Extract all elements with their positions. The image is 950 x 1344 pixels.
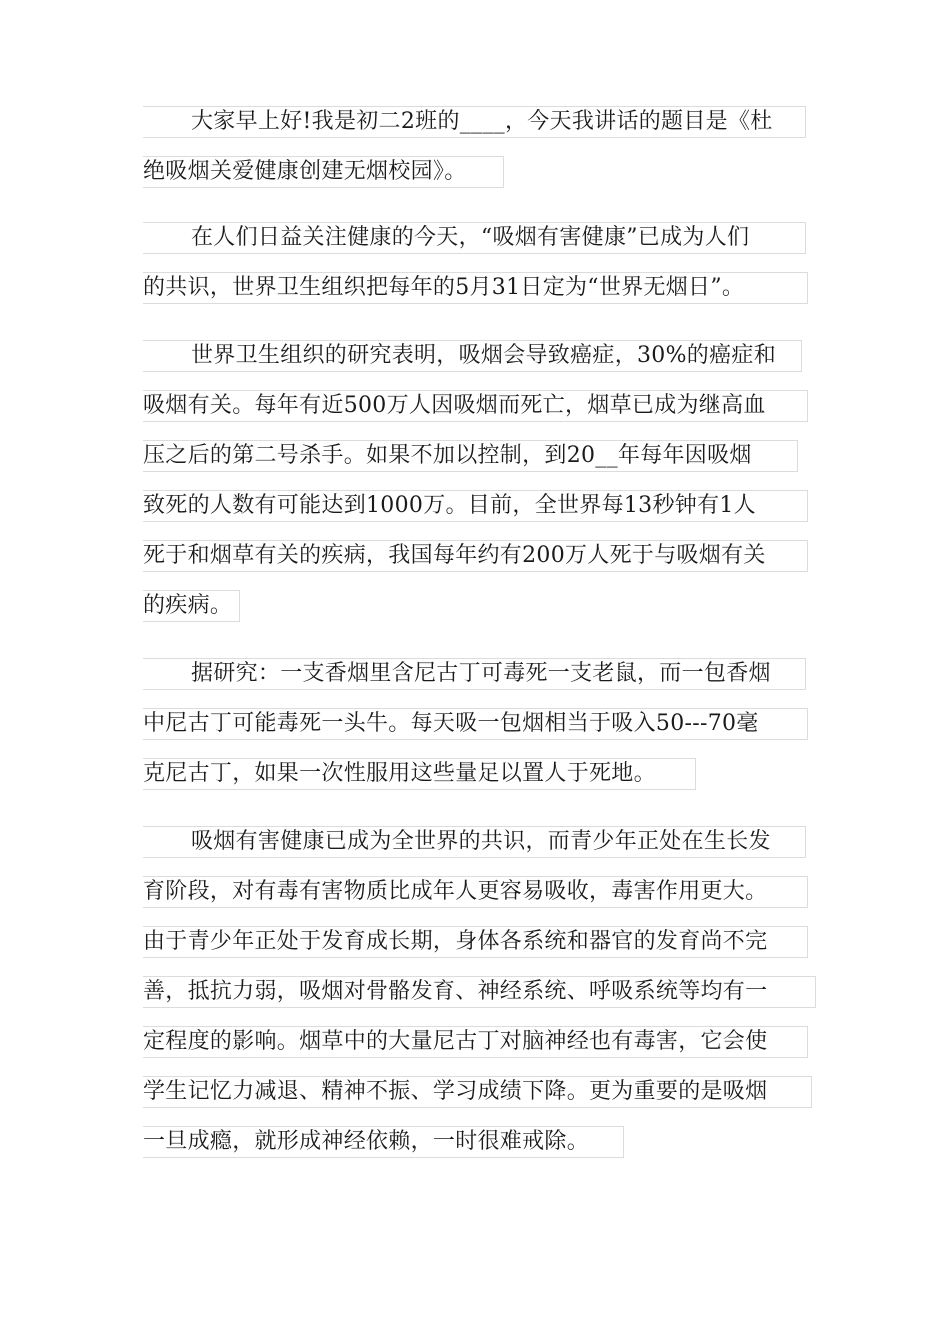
paragraph-5-line-6: 学生记忆力减退、精神不振、学习成绩下降。更为重要的是吸烟 xyxy=(143,1076,812,1108)
paragraph-3-line-1: 世界卫生组织的研究表明，吸烟会导致癌症，30%的癌症和 xyxy=(143,340,802,372)
paragraph-5-line-2: 育阶段，对有毒有害物质比成年人更容易吸收，毒害作用更大。 xyxy=(143,876,808,908)
paragraph-1-line-2: 绝吸烟关爱健康创建无烟校园》。 xyxy=(143,156,504,188)
paragraph-5-line-7: 一旦成瘾，就形成神经依赖，一时很难戒除。 xyxy=(143,1126,624,1158)
paragraph-3-line-2: 吸烟有关。每年有近500万人因吸烟而死亡，烟草已成为继高血 xyxy=(143,390,808,422)
paragraph-5-line-4: 善，抵抗力弱，吸烟对骨骼发育、神经系统、呼吸系统等均有一 xyxy=(143,976,816,1008)
paragraph-4-line-1: 据研究：一支香烟里含尼古丁可毒死一支老鼠，而一包香烟 xyxy=(143,658,806,690)
paragraph-3-line-6: 的疾病。 xyxy=(143,590,240,622)
paragraph-3-line-5: 死于和烟草有关的疾病，我国每年约有200万人死于与吸烟有关 xyxy=(143,540,808,572)
paragraph-2-line-1: 在人们日益关注健康的今天，“吸烟有害健康”已成为人们 xyxy=(143,222,806,254)
paragraph-5-line-3: 由于青少年正处于发育成长期，身体各系统和器官的发育尚不完 xyxy=(143,926,808,958)
paragraph-3-line-3: 压之后的第二号杀手。如果不加以控制，到20__年每年因吸烟 xyxy=(143,440,798,472)
paragraph-3-line-4: 致死的人数有可能达到1000万。目前，全世界每13秒钟有1人 xyxy=(143,490,808,522)
paragraph-4-line-2: 中尼古丁可能毒死一头牛。每天吸一包烟相当于吸入50---70毫 xyxy=(143,708,808,740)
paragraph-1-line-1: 大家早上好!我是初二2班的____，今天我讲话的题目是《杜 xyxy=(143,106,806,138)
paragraph-2-line-2: 的共识，世界卫生组织把每年的5月31日定为“世界无烟日”。 xyxy=(143,272,808,304)
paragraph-5-line-1: 吸烟有害健康已成为全世界的共识，而青少年正处在生长发 xyxy=(143,826,806,858)
paragraph-4-line-3: 克尼古丁，如果一次性服用这些量足以置人于死地。 xyxy=(143,758,696,790)
paragraph-5-line-5: 定程度的影响。烟草中的大量尼古丁对脑神经也有毒害，它会使 xyxy=(143,1026,808,1058)
